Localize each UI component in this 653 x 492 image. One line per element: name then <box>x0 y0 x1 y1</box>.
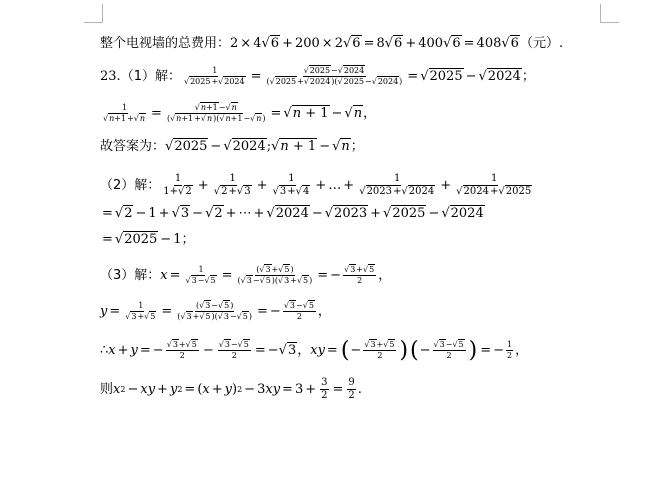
text-line: （2）解： $\frac{1}{1+√2}$ + $\frac{1}{√2+√3}$ + $\frac{1}{√3+√4}$ + … + $\frac{1}{√2023+√2024}$ + $\frac{1}{√2024+√2025}$ <box>100 173 532 197</box>
text-line: = √2 − 1 + √3 − √2 + ⋯ + √2024 − √2023 + √2025 − √2024 <box>102 206 484 221</box>
text-line: 故答案为： √2025 − √2024 ; √n + 1 − √n ； <box>100 139 364 154</box>
text-line: 23. （1）解： $\frac{1}{√2025+√2024}$ = $\frac{√2025-√2024}{(√2025+√2024)(√2025-√2024)}$ = √2025 − √2024 ； <box>100 66 535 86</box>
text-line: y = $\frac{1}{√3+√5}$ = $\frac{(√3-√5)}{(√3+√5)(√3-√5)}$ = − $\frac{√3-√5}{2}$ ， <box>100 301 331 321</box>
text-line: 则 x 2 − xy + y 2 = ( x + y ) 2 − 3 xy = 3 + $\frac{3}{2}$ = $\frac{9}{2}$ . <box>100 377 362 401</box>
text-line: $\frac{1}{√n+1+√n}$ = $\frac{√n+1-√n}{(√n+1+√n)(√n+1-√n)}$ = √n + 1 − √n ， <box>103 103 377 123</box>
text-line: = √2025 − 1 ； <box>102 232 195 247</box>
page-corner-mark-left <box>84 4 103 23</box>
text-line: ∴ x + y = − $\frac{√3+√5}{2}$ − $\frac{√3-√5}{2}$ = − √3 ， xy = ( − $\frac{√3+√5}{2}$ ) ( − $\frac{√3-√5}{2}$ ) = − $\frac{1}{2}$ ， <box>100 337 529 363</box>
text-line: （3）解： x = $\frac{1}{√3-√5}$ = $\frac{(√3+√5)}{(√3-√5)(√3+√5)}$ = − $\frac{√3+√5}{2}$ ， <box>100 265 392 285</box>
page-corner-mark-right <box>600 4 619 23</box>
text-line: 整个电视墙的总费用： 2 × 4 √6 + 200 × 2 √6 = 8 √6 + 400 √6 = 408 √6 （元）. <box>100 36 564 51</box>
